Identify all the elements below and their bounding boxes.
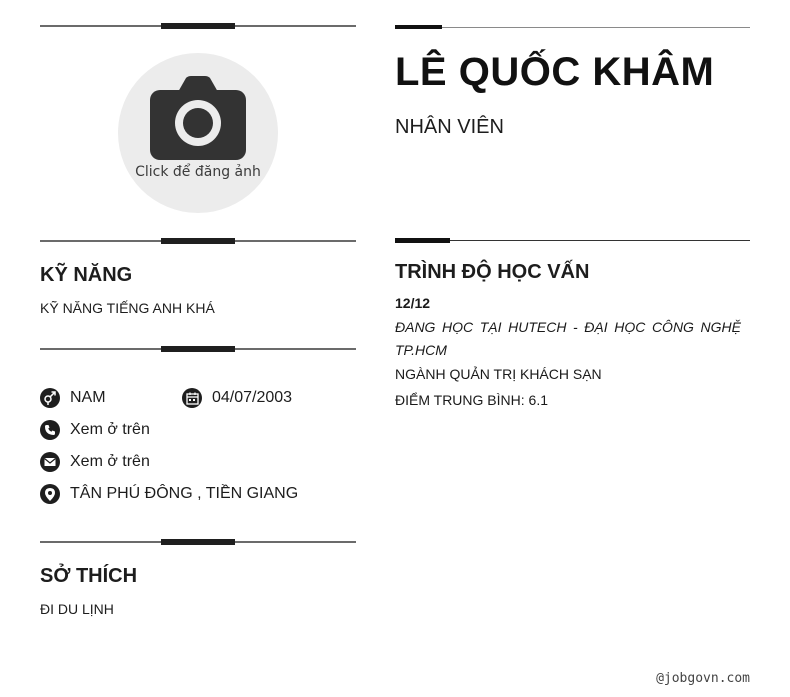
skills-title: KỸ NĂNG <box>40 264 133 286</box>
email-icon <box>40 452 60 472</box>
email-value: Xem ở trên <box>70 453 150 470</box>
full-name: LÊ QUỐC KHÂM <box>395 50 715 94</box>
education-divider <box>395 240 750 241</box>
education-school: ĐANG HỌC TẠI HUTECH - ĐẠI HỌC CÔNG NGHỆ TP.HCM <box>395 319 741 358</box>
phone-icon <box>40 420 60 440</box>
top-left-divider <box>40 25 356 27</box>
email-row <box>40 452 150 472</box>
education-date: 12/12 <box>395 295 431 311</box>
hobby-item: ĐI DU LỊNH <box>40 601 114 617</box>
education-gpa: ĐIỂM TRUNG BÌNH: 6.1 <box>395 392 548 408</box>
watermark: @jobgovn.com <box>656 671 750 686</box>
phone-value: Xem ở trên <box>70 421 150 438</box>
contact-divider <box>40 348 356 350</box>
camera-icon <box>150 76 246 160</box>
location-pin-icon <box>40 484 60 504</box>
gender-value: NAM <box>70 389 106 406</box>
gender-row <box>40 388 106 408</box>
education-title: TRÌNH ĐỘ HỌC VẤN <box>395 261 590 283</box>
phone-row <box>40 420 150 440</box>
skills-divider <box>40 240 356 242</box>
address-value: TÂN PHÚ ĐÔNG , TIỀN GIANG <box>70 485 299 502</box>
address-row <box>40 484 298 504</box>
calendar-icon <box>182 388 202 408</box>
skill-item: KỸ NĂNG TIẾNG ANH KHÁ <box>40 300 215 316</box>
gender-icon <box>40 388 60 408</box>
avatar-upload[interactable] <box>118 53 278 213</box>
birthday-value: 04/07/2003 <box>212 389 293 406</box>
top-right-divider <box>395 27 750 28</box>
hobbies-divider <box>40 541 356 543</box>
job-title: NHÂN VIÊN <box>395 116 504 138</box>
hobbies-title: SỞ THÍCH <box>40 565 138 587</box>
education-major: NGÀNH QUẢN TRỊ KHÁCH SẠN <box>395 366 602 382</box>
birthday-row <box>182 388 292 408</box>
avatar-caption: Click để đăng ảnh <box>135 164 261 180</box>
